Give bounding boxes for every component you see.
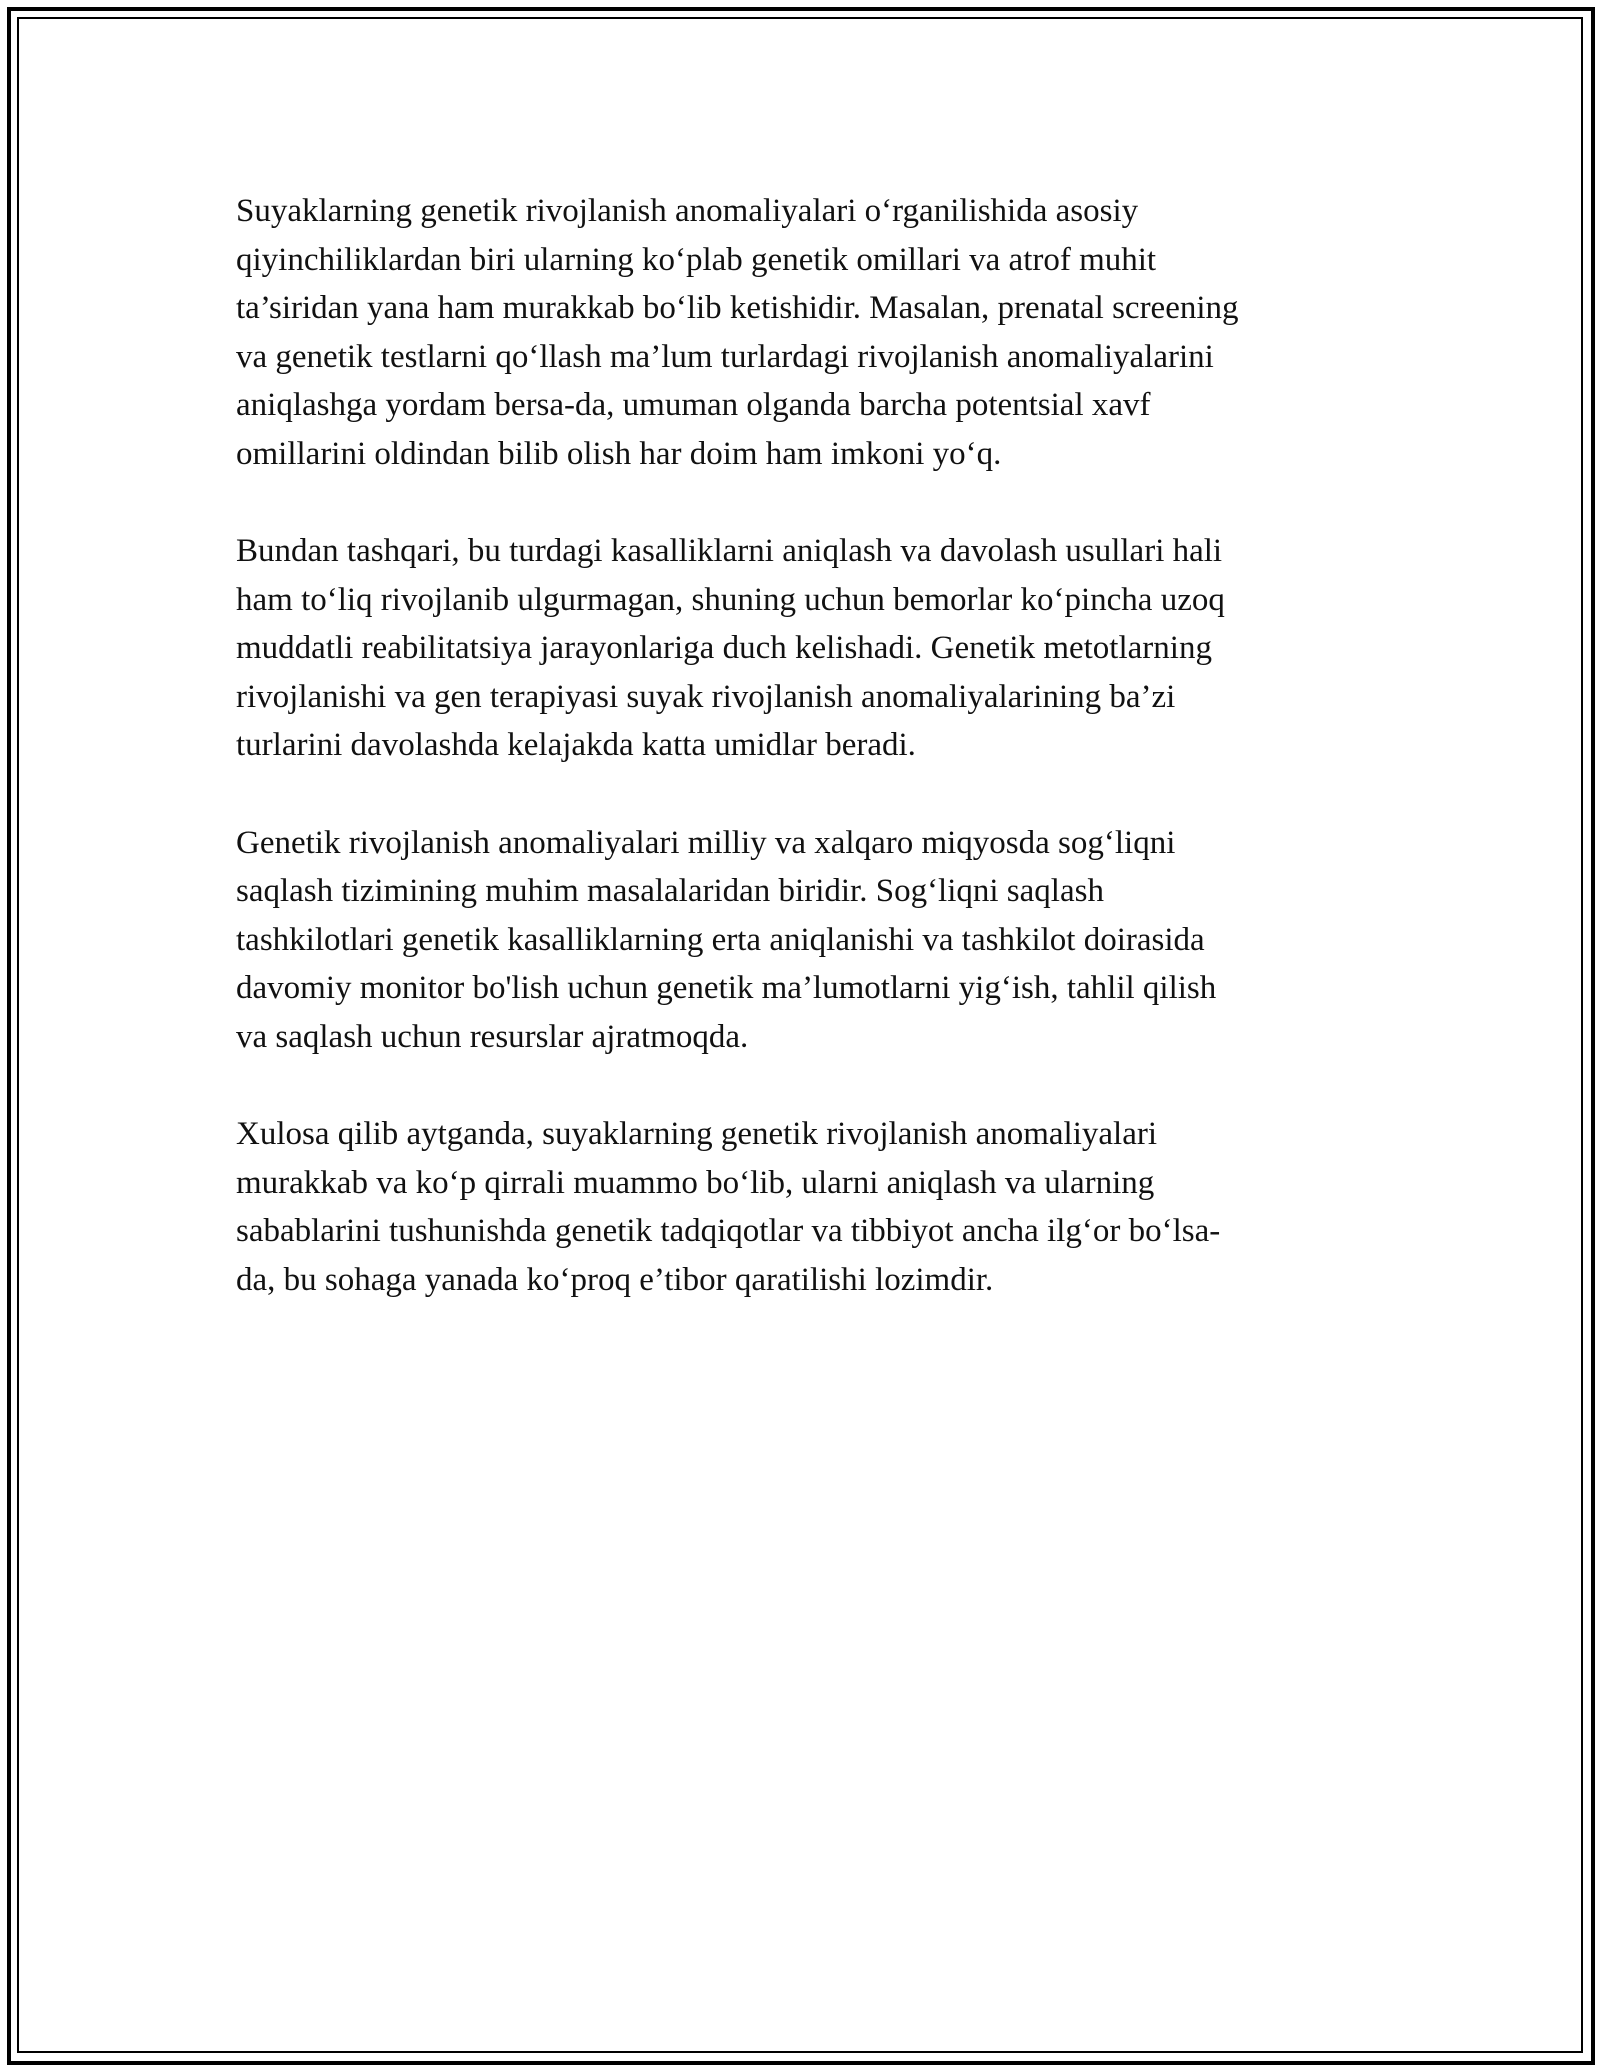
text-line: va genetik testlarni qo‘llash ma’lum turlardagi rivojlanish anomaliyalarini: [236, 338, 1214, 375]
text-line: sabablarini tushunishda genetik tadqiqotlar va tibbiyot ancha ilg‘or bo‘lsa-: [236, 1213, 1221, 1249]
text-line: va saqlash uchun resurslar ajratmoqda.: [236, 1018, 749, 1055]
text-line: Bundan tashqari, bu turdagi kasalliklarni aniqlash va davolash usullari hali: [236, 533, 1223, 569]
paragraph-2: [236, 527, 1371, 770]
text-line: omillarini oldindan bilib olish har doim ham imkoni yo‘q.: [236, 435, 1002, 472]
text-line: ta’siridan yana ham murakkab bo‘lib ketishidir. Masalan, prenatal screening: [236, 290, 1239, 326]
text-line: turlarini davolashda kelajakda katta umidlar beradi.: [236, 727, 916, 763]
text-line: qiyinchiliklardan biri ularning ko‘plab genetik omillari va atrof muhit: [236, 241, 1157, 278]
text-line: murakkab va ko‘p qirrali muammo bo‘lib, ularni aniqlash va ularning: [236, 1164, 1155, 1201]
paragraph-3: [236, 819, 1371, 1062]
text-line: rivojlanishi va gen terapiyasi suyak rivojlanish anomaliyalarining ba’zi: [236, 678, 1176, 715]
text-line: saqlash tizimining muhim masalalaridan biridir. Sog‘liqni saqlash: [236, 873, 1104, 909]
text-line: Suyaklarning genetik rivojlanish anomaliyalari o‘rganilishida asosiy: [236, 193, 1139, 229]
text-line: aniqlashga yordam bersa-da, umuman olganda barcha potentsial xavf: [236, 387, 1151, 423]
text-line: da, bu sohaga yanada ko‘proq e’tibor qaratilishi lozimdir.: [236, 1261, 994, 1298]
text-line: Genetik rivojlanish anomaliyalari milliy va xalqaro miqyosda sog‘liqni: [236, 824, 1176, 861]
text-line: davomiy monitor bo'lish uchun genetik ma’lumotlarni yig‘ish, tahlil qilish: [236, 970, 1217, 1006]
paragraph-4: [236, 1110, 1371, 1304]
text-line: ham to‘liq rivojlanib ulgurmagan, shuning uchun bemorlar ko‘pincha uzoq: [236, 581, 1225, 618]
text-line: tashkilotlari genetik kasalliklarning erta aniqlanishi va tashkilot doirasida: [236, 921, 1205, 958]
paragraph-1: [236, 187, 1371, 478]
text-line: Xulosa qilib aytganda, suyaklarning genetik rivojlanish anomaliyalari: [236, 1116, 1158, 1152]
text-line: muddatli reabilitatsiya jarayonlariga duch kelishadi. Genetik metotlarning: [236, 630, 1212, 666]
document-body: [236, 187, 1371, 1353]
